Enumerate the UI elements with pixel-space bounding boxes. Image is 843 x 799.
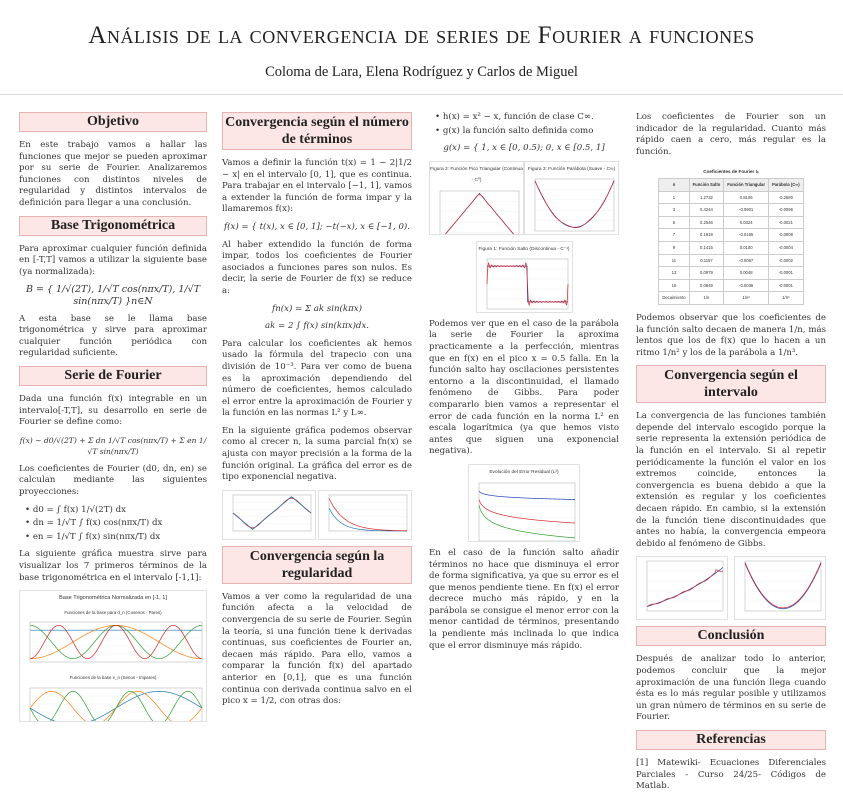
- base-figure-sub1: Funciones de la base para d_n (Cosenos - Pares): [64, 609, 162, 615]
- partial-sum-plot: [223, 491, 315, 539]
- table-cell: -0.0008: [769, 229, 804, 242]
- table-cell: Decaimiento: [659, 292, 689, 305]
- plot-frame: [329, 495, 407, 531]
- table-cell: -0.0165: [724, 229, 769, 242]
- conv-text4: En la siguiente gráfica podemos observar como al crecer n, la suma parcial fn(x) se ajusta con mayor precisión a la forma de la función original. La gráfica del error es de tipo exponencial negativa.: [222, 425, 412, 483]
- table-cell: 0.0849: [689, 279, 724, 292]
- base-header: Base Trigonométrica: [19, 216, 207, 236]
- int-text: La convergencia de las funciones también depende del intervalo escogido porque la serie representa la extensión periódica de la función en el intervalo. Si al repetir periódicamente la función el valor en los extremos coincide, entonces la convergencia es buena debido a que la extensión es regular y los coeficientes decaen rápido. En cambio, si la extensión de la función tiene discontinuidades que antes no había, la convergencia empeora debido al fenómeno de Gibbs.: [636, 411, 826, 549]
- function-item: • g(x) la función salto definida como: [435, 125, 594, 136]
- conv-figures: [222, 490, 412, 540]
- table-cell: 1/n²: [724, 292, 769, 305]
- table-row: [659, 191, 803, 204]
- concl-header: Conclusión: [636, 626, 826, 646]
- table-cell: -0.0067: [724, 254, 769, 267]
- table-header-cell: Función Salto: [689, 178, 724, 191]
- table-cell: -0.0004: [769, 241, 804, 254]
- poster-title: Análisis de la convergencia de series de Fourier a funciones: [88, 22, 755, 49]
- serie-formula: f(x) ∼ d0/√(2T) + Σ dn 1/√T cos(nπx/T) + Σ en 1/√T sin(nπx/T): [19, 435, 207, 457]
- parabola-plot: [525, 175, 618, 234]
- coef-table-title: Coeficientes de Fourier Iₙ: [703, 169, 759, 175]
- table-header-cell: n: [659, 178, 689, 191]
- base-text2: A esta base se le llama base trigonométrica y sirve para aproximar cualquier función periódica con regularidad suficiente.: [19, 313, 207, 359]
- table-cell: 13: [659, 267, 689, 280]
- cos-basis-plot: [20, 618, 206, 670]
- table-cell: 11: [659, 254, 689, 267]
- partial-sum-figure: [222, 490, 316, 540]
- table-cell: 7: [659, 229, 689, 242]
- step-plot: [477, 255, 572, 312]
- projection-item: • d0 = ∫ f(x) 1/√(2T) dx: [25, 504, 126, 515]
- parabola-figure-title: Figura 3: Función Parábola (Suave - C∞): [527, 166, 616, 172]
- residual-error-title: Evolución del Error Residual (L²): [489, 469, 559, 475]
- graf-text: La siguiente gráfica muestra sirve para visualizar los 7 primeros términos de la base trigonométrica en el intervalo [-1,1]:: [19, 549, 207, 583]
- reg-text: Vamos a ver como la regularidad de una función afecta a la velocidad de convergencia de su serie de Fourier. Según la teoría, si una función tiene k derivadas continuas, sus coeficientes de Fourier an, decaen más rápido. Para ello, vamos a comparar la función f(x) del apartado anterior en [0,1], que es una función continua con derivada continua salvo en el pico x = 1/2, con otras dos:: [222, 591, 412, 707]
- table-cell: 5: [659, 216, 689, 229]
- conv-formula1: f(x) = { t(x), x ∈ [0, 1]; −t(−x), x ∈ [−1, 0).: [223, 221, 411, 232]
- objetivo-text: En este trabajo vamos a hallar las funciones que mejor se pueden aproximar por su serie de Fourier. Analizaremos funciones con distintos niveles de regularidad y distintos intervalos de definición para llegar a una conclusión.: [19, 140, 207, 208]
- column-1: [19, 112, 207, 728]
- table-row: [659, 279, 803, 292]
- serie-header: Serie de Fourier: [19, 366, 207, 386]
- table-cell: 3: [659, 204, 689, 217]
- table-cell: -0.0021: [769, 216, 804, 229]
- projection-list: [19, 505, 207, 544]
- step-figure: [476, 241, 573, 313]
- table-cell: 1/n³: [769, 292, 804, 305]
- column-4: [636, 112, 826, 799]
- interval-figures: [636, 556, 826, 620]
- table-cell: -0.0096: [769, 204, 804, 217]
- concl-text: Después de analizar todo lo anterior, podemos concluir que la mejor aproximación de una función llega cuando ésta es lo más regular posible y utilizamos un gran número de términos en su serie de Fourier.: [636, 654, 826, 723]
- table-cell: -0.0001: [769, 279, 804, 292]
- table-cell: -0.0901: [724, 204, 769, 217]
- interval-figure-2: [734, 556, 826, 620]
- conv-formula2: fn(x) = Σ ak sin(kπx): [272, 303, 362, 314]
- triangle-plot: [430, 187, 523, 235]
- plot-frame: [30, 688, 202, 722]
- table-row: [659, 292, 803, 305]
- reg-header: Convergencia según la regularidad: [222, 546, 412, 584]
- table-cell: 0.4244: [689, 204, 724, 217]
- table-cell: 1: [659, 191, 689, 204]
- conv-header: Convergencia según el número de términos: [222, 112, 412, 150]
- table-header-cell: Parábola (C∞): [769, 178, 804, 191]
- table-cell: 15: [659, 279, 689, 292]
- table-header-cell: Función Triangular: [724, 178, 769, 191]
- plot-frame: [440, 191, 519, 235]
- interval-figure-1: [636, 556, 728, 620]
- sin-basis-plot: [20, 684, 206, 722]
- col4-text1: Los coeficientes de Fourier son un indicador de la regularidad. Cuanto más rápido caen a cero, más regular es la función.: [636, 112, 826, 157]
- poster-authors: Coloma de Lara, Elena Rodríguez y Carlos de Miguel: [265, 64, 578, 80]
- conv-text3: Para calcular los coeficientes ak hemos usado la fórmula del trapecio con una división de 10⁻³. Para ver como de buena es la aproximación dependiendo del número de coeficientes, hemos calculado el error entre la aproximación de Fourier y la función en las normas L² y L∞.: [222, 338, 412, 419]
- base-figure: [19, 590, 207, 722]
- col4-text2: Podemos observar que los coeficientes de la función salto decaen de manera 1/n, más lentos que los de f(x) que lo hacen a un ritmo 1/n² y los de la parábola a 1/n³.: [636, 312, 826, 358]
- projection-item: • en = 1/√T ∫ f(x) sin(nπx/T) dx: [25, 531, 161, 542]
- table-cell: 1.2732: [689, 191, 724, 204]
- table-cell: 0.8106: [724, 191, 769, 204]
- conv-text2: Al haber extendido la función de forma impar, todos los coeficientes de Fourier asociados a funciones pares son nulos. Es decir, la serie de Fourier de f(x) se reduce a:: [222, 239, 412, 296]
- table-cell: 0.0100: [724, 241, 769, 254]
- table-cell: 0.1157: [689, 254, 724, 267]
- residual-error-figure: [468, 464, 580, 542]
- table-cell: -0.0001: [769, 267, 804, 280]
- table-row: [659, 229, 803, 242]
- parabola-figure: [524, 161, 619, 235]
- interval-plot-2: [735, 557, 825, 619]
- base-formula: B = { 1/√(2T), 1/√T cos(nπx/T), 1/√T sin(nπx/T) }n∈N: [25, 284, 201, 307]
- table-cell: 0.0324: [724, 216, 769, 229]
- error-figure: [318, 490, 412, 540]
- title-divider: [0, 94, 843, 95]
- base-figure-sub2: Funciones de la base e_n (Senos - Impares): [69, 675, 157, 681]
- table-cell: 9: [659, 241, 689, 254]
- table-row: [659, 254, 803, 267]
- col3-text2: En el caso de la función salto añadir términos no hace que disminuya el error de forma significativa, ya que su error es el que menos pendiente tiene. En f(x) el error decrece mucho más rápido, y en la parábola se consigue el menor error con la menor cantidad de términos, presentando la pendiente más inclinada lo que indica que el error disminuye más rápido.: [429, 547, 619, 651]
- residual-error-plot: [469, 479, 579, 542]
- table-cell: 0.2546: [689, 216, 724, 229]
- error-plot: [319, 491, 411, 539]
- table-row: [659, 204, 803, 217]
- ref-header: Referencias: [636, 730, 826, 750]
- coefficient-table: [658, 178, 803, 305]
- col3-text1: Podemos ver que en el caso de la parábola la serie de Fourier la aproxima practicamente a la perfección, mientras que en f(x) en el pico x = 0.5 falla. En la función salto hay oscilaciones persistentes entorno a la discontinuidad, el llamado fenómeno de Gibbs. Para poder compararlo bien vamos a representar el error de cada función en la norma L² en escala logarítmica (ya que hemos visto antes que siguen una exponencial negativa).: [429, 318, 619, 457]
- table-row: [659, 241, 803, 254]
- table-cell: 0.0048: [724, 267, 769, 280]
- base-figure-title: Base Trigonométrica Normalizada en [-1, 1]: [59, 595, 167, 602]
- table-cell: -0.0002: [769, 254, 804, 267]
- column-3: [429, 112, 619, 658]
- table-cell: 0.1819: [689, 229, 724, 242]
- table-cell: 0.1415: [689, 241, 724, 254]
- table-cell: -0.0036: [724, 279, 769, 292]
- objetivo-header: Objetivo: [19, 112, 207, 132]
- g-formula: g(x) = { 1, x ∈ [0, 0.5); 0, x ∈ [0.5, 1]: [443, 143, 605, 154]
- table-cell: 1/n: [689, 292, 724, 305]
- triangle-figure: [429, 161, 524, 235]
- triangle-figure-title: Figura 2: Función Pico Triangular (Continua - C⁰): [430, 166, 523, 184]
- plot-frame: [30, 622, 202, 662]
- projection-item: • dn = 1/√T ∫ f(x) cos(nπx/T) dx: [25, 518, 163, 529]
- column-2: [222, 112, 412, 714]
- serie-text: Dada una función f(x) integrable en un intervalo[-T,T], su desarrollo en serie de Fourier se define como:: [19, 393, 207, 428]
- interval-plot-1: [637, 557, 727, 619]
- base-text: Para aproximar cualquier función definida en [-T,T] vamos a utilizar la siguiente base (ya normalizada):: [19, 243, 207, 277]
- ref-item: [1] Matewiki- Ecuaciones Diferenciales Parciales - Curso 24/25- Códigos de Matlab.: [636, 757, 826, 792]
- table-row: [659, 267, 803, 280]
- conv-formula3: ak = 2 ∫ f(x) sin(kπx)dx.: [264, 321, 370, 332]
- reg-figures-top: [429, 161, 619, 235]
- function-list: [429, 112, 619, 137]
- function-item: • h(x) = x² − x, función de clase C∞.: [435, 112, 594, 122]
- table-cell: -0.2580: [769, 191, 804, 204]
- conv-text: Vamos a definir la función t(x) = 1 − 2|1/2 − x| en el intervalo [0, 1], que es continua. Para trabajar en el intervalo [−1, 1], vamos a extender la función de forma impar y la llamaremos f(x):: [222, 158, 412, 215]
- serie-text2: Los coeficientes de Fourier (d0, dn, en) se calculan mediante las siguientes proyecciones:: [19, 463, 207, 498]
- table-row: [659, 216, 803, 229]
- int-header: Convergencia según el intervalo: [636, 365, 826, 403]
- table-cell: 0.0979: [689, 267, 724, 280]
- step-figure-title: Figura 1: Función Salto (Discontinua - C⁻¹): [478, 246, 570, 252]
